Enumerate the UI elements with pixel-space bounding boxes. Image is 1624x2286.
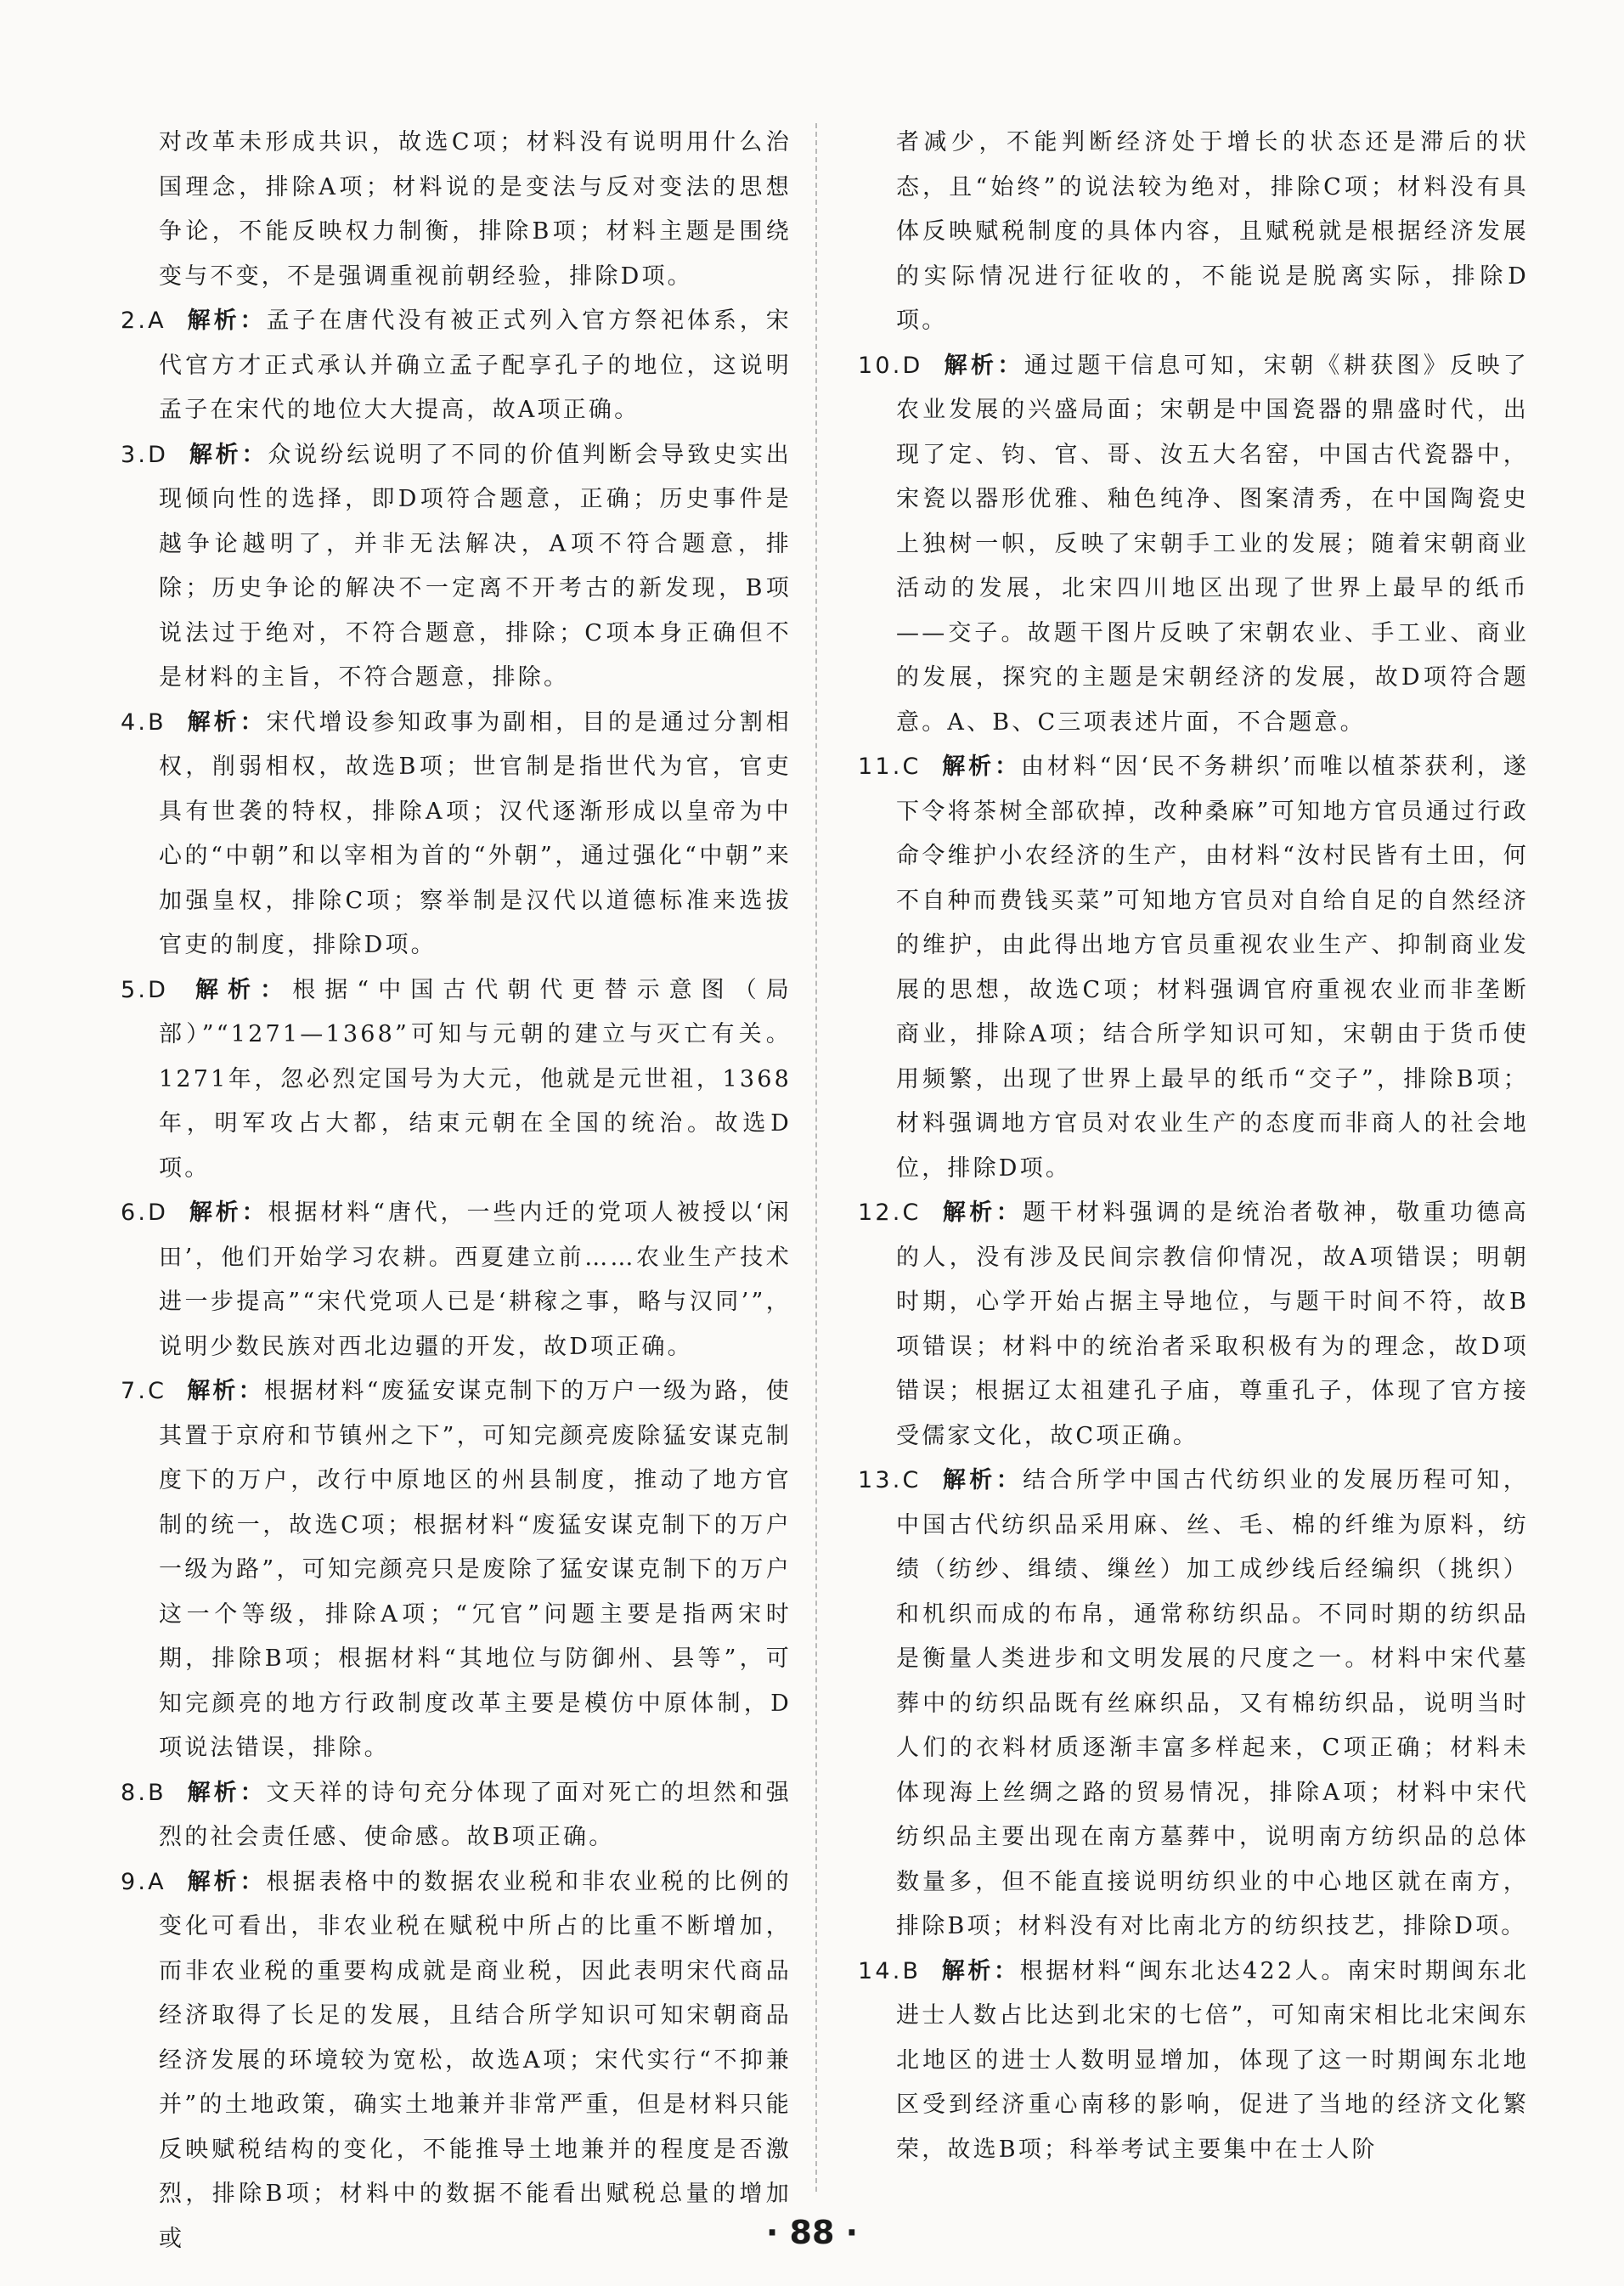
entry-text: 由材料“因‘民不务耕织’而唯以植茶获利，遂下令将茶树全部砍掉，改种桑麻”可知地方官员通过行政命令维护小农经济的生产，由材料“汝村民皆有土田，何不自种而费钱买菜”可知地方官员对自给自足的自然经济的维护，由此得出地方官员重视农业生产、抑制商业发展的思想，故选C项；材料强调官府重视农业而非垄断商业，排除A项；结合所学知识可知，宋朝由于货币使用频繁，出现了世界上最早的纸币“交子”，排除B项；材料强调地方官员对农业生产的态度而非商人的社会地位，排除D项。 <box>896 754 1530 1182</box>
answer-entry-2 <box>121 299 792 433</box>
analysis-label: 解析 <box>189 1199 242 1226</box>
analysis-label: 解析 <box>943 352 998 379</box>
answer-entry-9 <box>121 1860 792 2262</box>
answer-number: 14.B <box>858 1957 922 1984</box>
answer-number: 13.C <box>858 1467 922 1493</box>
analysis-label: 解析 <box>186 1868 240 1895</box>
answer-number: 12.C <box>858 1199 922 1226</box>
answer-entry-8 <box>121 1771 792 1860</box>
entry-text: 众说纷纭说明了不同的价值判断会导致史实出现倾向性的选择，即D项符合题意，正确；历史事件是越争论越明了，并非无法解决，A项不符合题意，排除；历史争论的解决不一定离不开考古的新发现，B项说法过于绝对，不符合题意，排除；C项本身正确但不是材料的主旨，不符合题意，排除。 <box>159 441 792 691</box>
left-column <box>121 121 792 2261</box>
entry-text: 孟子在唐代没有被正式列入官方祭祀体系，宋代官方才正式承认并确立孟子配享孔子的地位，这说明孟子在宋代的地位大大提高，故A项正确。 <box>159 308 792 423</box>
label-separator: ： <box>241 1199 268 1226</box>
analysis-label: 解析 <box>187 1378 239 1404</box>
label-separator: ： <box>260 976 293 1003</box>
label-separator: ： <box>240 1868 267 1895</box>
analysis-label: 解析 <box>941 754 995 780</box>
analysis-label: 解析 <box>186 1779 240 1806</box>
label-separator: ： <box>993 1957 1020 1984</box>
answer-number: 7.C <box>121 1378 167 1404</box>
entry-text: 根据“中国古代朝代更替示意图（局部）”“1271—1368”可知与元朝的建立与灭亡有关。1271年，忽必烈定国号为大元，他就是元世祖，1368年，明军攻占大都，结束元朝在全国的统治。故选D项。 <box>159 976 792 1182</box>
label-separator: ： <box>995 754 1021 780</box>
answer-entry-7 <box>121 1369 792 1771</box>
analysis-label: 解析 <box>941 1199 996 1226</box>
entry-text: 根据材料“废猛安谋克制下的万户一级为路，使其置于京府和节镇州之下”，可知完颜亮废除猛安谋克制度下的万户，改行中原地区的州县制度，推动了地方官制的统一，故选C项；根据材料“废猛安谋克制下的万户一级为路”，可知完颜亮只是废除了猛安谋克制下的万户这一个等级，排除A项；“冗官”问题主要是指两宋时期，排除B项；根据材料“其地位与防御州、县等”，可知完颜亮的地方行政制度改革主要是模仿中原体制，D项说法错误，排除。 <box>159 1378 792 1761</box>
entry-text: 题干材料强调的是统治者敬神，敬重功德高的人，没有涉及民间宗教信仰情况，故A项错误；明朝时期，心学开始占据主导地位，与题干时间不符，故B项错误；材料中的统治者采取积极有为的理念，故D项错误；根据辽太祖建孔子庙，尊重孔子，体现了官方接受儒家文化，故C项正确。 <box>896 1199 1530 1449</box>
answer-number: 4.B <box>121 708 166 736</box>
analysis-label: 解析 <box>186 708 240 736</box>
label-separator: ： <box>995 1467 1023 1493</box>
entry-text: 通过题干信息可知，宋朝《耕获图》反映了农业发展的兴盛局面；宋朝是中国瓷器的鼎盛时代，出现了定、钧、官、哥、汝五大名窑，中国古代瓷器中，宋瓷以器形优雅、釉色纯净、图案清秀，在中国陶瓷史上独树一帜，反映了宋朝手工业的发展；随着宋朝商业活动的发展，北宋四川地区出现了世界上最早的纸币——交子。故题干图片反映了宋朝农业、手工业、商业的发展，探究的主题是宋朝经济的发展，故D项符合题意。A、B、C三项表述片面，不合题意。 <box>896 352 1529 736</box>
answer-entry-5 <box>121 968 792 1192</box>
label-separator: ： <box>240 308 267 334</box>
column-divider <box>815 123 817 2192</box>
answer-number: 5.D <box>121 976 169 1003</box>
label-separator: ： <box>241 441 268 468</box>
answer-entry-14 <box>858 1950 1529 2173</box>
label-separator: ： <box>240 1779 267 1806</box>
analysis-label: 解析 <box>186 308 240 334</box>
entry-text: 根据材料“闽东北达422人。南宋时期闽东北进士人数占比达到北宋的七倍”，可知南宋相比北宋闽东北地区的进士人数明显增加，体现了这一时期闽东北地区受到经济重心南移的影响，促进了当地的经济文化繁荣，故选B项；科举考试主要集中在士人阶 <box>896 1957 1529 2163</box>
analysis-label: 解析 <box>941 1957 994 1984</box>
answer-number: 10.D <box>858 352 923 379</box>
entry-text: 根据材料“唐代，一些内迁的党项人被授以‘闲田’，他们开始学习农耕。西夏建立前……农业生产技术进一步提高”“宋代党项人已是‘耕稼之事，略与汉同’”，说明少数民族对西北边疆的开发，故D项正确。 <box>159 1199 792 1360</box>
answer-number: 3.D <box>121 441 169 468</box>
analysis-label: 解析 <box>189 441 242 468</box>
page-number: · 88 · <box>765 2214 859 2251</box>
right-column <box>858 121 1529 2172</box>
analysis-label: 解析 <box>189 976 261 1003</box>
answer-entry-4 <box>121 701 792 968</box>
answer-entry-10 <box>858 344 1529 746</box>
entry-text: 者减少，不能判断经济处于增长的状态还是滞后的状态，且“始终”的说法较为绝对，排除C项；材料没有具体反映赋税制度的具体内容，且赋税就是根据经济发展的实际情况进行征收的，不能说是脱离实际，排除D项。 <box>896 129 1529 334</box>
label-separator: ： <box>238 1378 264 1404</box>
answer-entry-13 <box>858 1459 1529 1950</box>
answer-number: 8.B <box>121 1779 166 1806</box>
answer-entry-6 <box>121 1191 792 1369</box>
entry-text: 根据表格中的数据农业税和非农业税的比例的变化可看出，非农业税在赋税中所占的比重不断增加，而非农业税的重要构成就是商业税，因此表明宋代商品经济取得了长足的发展，且结合所学知识可知宋朝商品经济发展的环境较为宽松，故选A项；宋代实行“不抑兼并”的土地政策，确实土地兼并非常严重，但是材料只能反映赋税结构的变化，不能推导土地兼并的程度是否激烈，排除B项；材料中的数据不能看出赋税总量的增加或 <box>159 1868 792 2252</box>
entry-text: 宋代增设参知政事为副相，目的是通过分割相权，削弱相权，故选B项；世官制是指世代为官，官吏具有世袭的特权，排除A项；汉代逐渐形成以皇帝为中心的“中朝”和以宰相为首的“外朝”，通过强化“中朝”来加强皇权，排除C项；察举制是汉代以道德标准来选拔官吏的制度，排除D项。 <box>159 708 792 958</box>
answer-number: 6.D <box>121 1199 169 1226</box>
answer-number: 2.A <box>121 308 166 334</box>
label-separator: ： <box>997 352 1024 379</box>
analysis-label: 解析 <box>941 1467 996 1493</box>
answer-entry-9-continued <box>858 121 1529 344</box>
answer-entry-12 <box>858 1191 1529 1459</box>
answer-entry-11 <box>858 745 1529 1191</box>
answer-number: 9.A <box>121 1868 166 1895</box>
answer-number: 11.C <box>858 754 922 780</box>
answer-entry-1-continued <box>121 121 792 299</box>
answer-entry-3 <box>121 433 792 701</box>
label-separator: ： <box>995 1199 1023 1226</box>
entry-text: 对改革未形成共识，故选C项；材料没有说明用什么治国理念，排除A项；材料说的是变法与反对变法的思想争论，不能反映权力制衡，排除B项；材料主题是围绕变与不变，不是强调重视前朝经验，排除D项。 <box>159 129 792 290</box>
label-separator: ： <box>240 708 267 736</box>
entry-text: 文天祥的诗句充分体现了面对死亡的坦然和强烈的社会责任感、使命感。故B项正确。 <box>159 1779 792 1850</box>
entry-text: 结合所学中国古代纺织业的发展历程可知，中国古代纺织品采用麻、丝、毛、棉的纤维为原料，纺绩（纺纱、缉绩、缫丝）加工成纱线后经编织（挑织）和机织而成的布帛，通常称纺织品。不同时期的纺织品是衡量人类进步和文明发展的尺度之一。材料中宋代墓葬中的纺织品既有丝麻织品，又有棉纺织品，说明当时人们的衣料材质逐渐丰富多样起来，C项正确；材料未体现海上丝绸之路的贸易情况，排除A项；材料中宋代纺织品主要出现在南方墓葬中，说明南方纺织品的总体数量多，但不能直接说明纺织业的中心地区就在南方，排除B项；材料没有对比南北方的纺织技艺，排除D项。 <box>896 1467 1530 1939</box>
